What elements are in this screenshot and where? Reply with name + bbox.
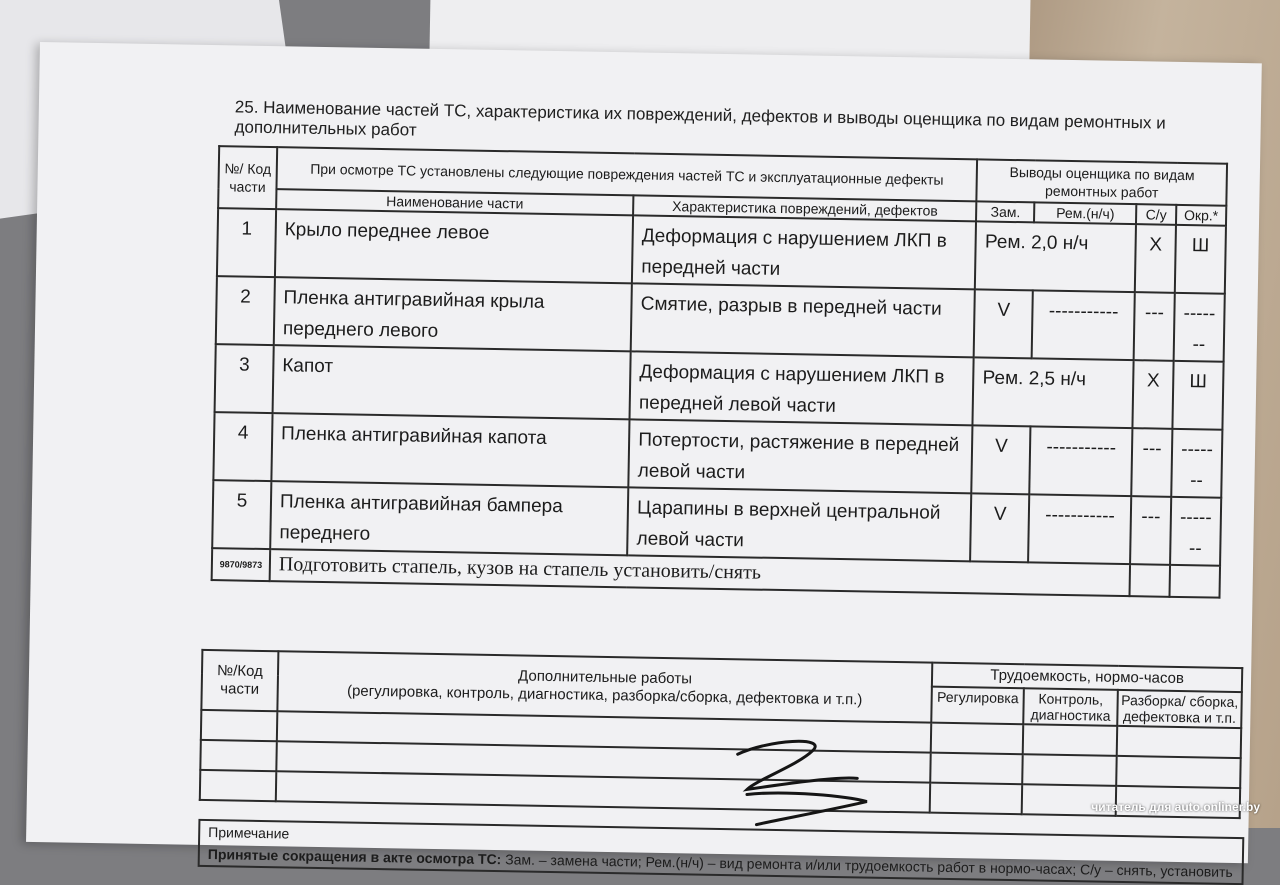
notes-box bbox=[198, 819, 1245, 885]
row-damage: Смятие, разрыв в передней части bbox=[631, 283, 975, 357]
header-additional-works bbox=[277, 651, 932, 722]
header-repair: Рем.(н/ч) bbox=[1034, 202, 1136, 224]
notes-abbreviations bbox=[208, 846, 1233, 880]
row-damage: Деформация с нарушением ЛКП в передней части bbox=[632, 215, 976, 289]
header-disassembly: Разборка/ сборка, дефектовка и т.п. bbox=[1117, 690, 1242, 728]
damage-table bbox=[211, 145, 1228, 599]
header-labor: Трудоемкость, нормо-часов bbox=[932, 663, 1242, 692]
row-su: --- bbox=[1134, 292, 1175, 361]
header-no: №/ Код части bbox=[218, 146, 277, 209]
row-repair: ----------- bbox=[1032, 290, 1135, 360]
header-adjust: Регулировка bbox=[931, 687, 1024, 725]
row-su: Х bbox=[1132, 360, 1173, 429]
row-no: 2 bbox=[216, 276, 275, 345]
row-su: --- bbox=[1130, 496, 1171, 565]
row-part: Пленка антигравийная крыла переднего левого bbox=[274, 277, 632, 351]
row-su: Х bbox=[1135, 224, 1176, 293]
row-damage: Царапины в верхней центральной левой части bbox=[627, 487, 971, 561]
row-paint: Ш bbox=[1175, 225, 1226, 294]
row-no: 4 bbox=[213, 412, 272, 481]
header-inspection: При осмотре ТС установлены следующие повреждения частей ТС и эксплуатационные дефекты bbox=[276, 147, 977, 201]
abbrev-text: Зам. – замена части; Рем.(н/ч) – вид ремонта и/или трудоемкость работ в нормо-часах; С/у – снять, установить bbox=[501, 851, 1233, 880]
row-paint: Ш bbox=[1172, 361, 1223, 430]
row-damage: Деформация с нарушением ЛКП в передней левой части bbox=[630, 351, 974, 425]
header-control: Контроль, диагностика bbox=[1023, 688, 1118, 726]
watermark: читатель для auto.onliner.by bbox=[1091, 800, 1260, 814]
notes-title: Примечание bbox=[208, 824, 290, 842]
additional-works-title: Дополнительные работы bbox=[517, 667, 693, 688]
stapel-empty-cell bbox=[1130, 564, 1171, 597]
document-page bbox=[26, 42, 1262, 880]
additional-works-subtitle: (регулировка, контроль, диагностика, разборка/сборка, дефектовка и т.п.) bbox=[346, 682, 863, 709]
row-replace: V bbox=[972, 425, 1031, 494]
row-paint: ------- bbox=[1171, 429, 1222, 498]
row-part: Капот bbox=[273, 345, 631, 419]
header-damage: Характеристика повреждений, дефектов bbox=[633, 195, 976, 221]
row-repair-note: Рем. 2,0 н/ч bbox=[975, 221, 1136, 292]
abbrev-label: Принятые сокращения в акте осмотра ТС: bbox=[207, 846, 502, 868]
row-replace: V bbox=[970, 493, 1029, 562]
handwritten-signature bbox=[716, 734, 878, 837]
stapel-code: 9870/9873 bbox=[212, 548, 271, 581]
row-part: Пленка антигравийная капота bbox=[271, 413, 629, 487]
row-no: 1 bbox=[217, 208, 276, 277]
header-replace: Зам. bbox=[976, 201, 1034, 222]
additional-header bbox=[202, 650, 1242, 692]
row-paint: ------- bbox=[1170, 497, 1221, 566]
header-code: №/Код части bbox=[201, 650, 278, 711]
row-part: Крыло переднее левое bbox=[275, 209, 633, 283]
stapel-text: Подготовить стапель, кузов на стапель установить/снять bbox=[270, 549, 1131, 596]
row-no: 3 bbox=[215, 344, 274, 413]
row-su: --- bbox=[1131, 428, 1172, 497]
row-replace: V bbox=[974, 289, 1033, 358]
row-repair-note: Рем. 2,5 н/ч bbox=[973, 357, 1134, 428]
header-su: С/у bbox=[1136, 204, 1176, 225]
row-part: Пленка антигравийная бампера переднего bbox=[270, 481, 628, 555]
row-repair: ----------- bbox=[1028, 494, 1131, 564]
row-damage: Потертости, растяжение в передней левой части bbox=[628, 419, 972, 493]
stapel-empty-cell bbox=[1169, 565, 1220, 598]
header-paint: Окр.* bbox=[1176, 205, 1226, 226]
row-no: 5 bbox=[212, 480, 271, 549]
row-paint: ------- bbox=[1174, 293, 1225, 362]
section-heading: 25. Наименование частей ТС, характеристика их повреждений, дефектов и выводы оценщика по видам ремонтных и дополнительных работ bbox=[234, 97, 1166, 140]
row-repair: ----------- bbox=[1030, 426, 1133, 496]
header-conclusions: Выводы оценщика по видам ремонтных работ bbox=[977, 159, 1227, 205]
header-part-name: Наименование части bbox=[276, 189, 634, 215]
